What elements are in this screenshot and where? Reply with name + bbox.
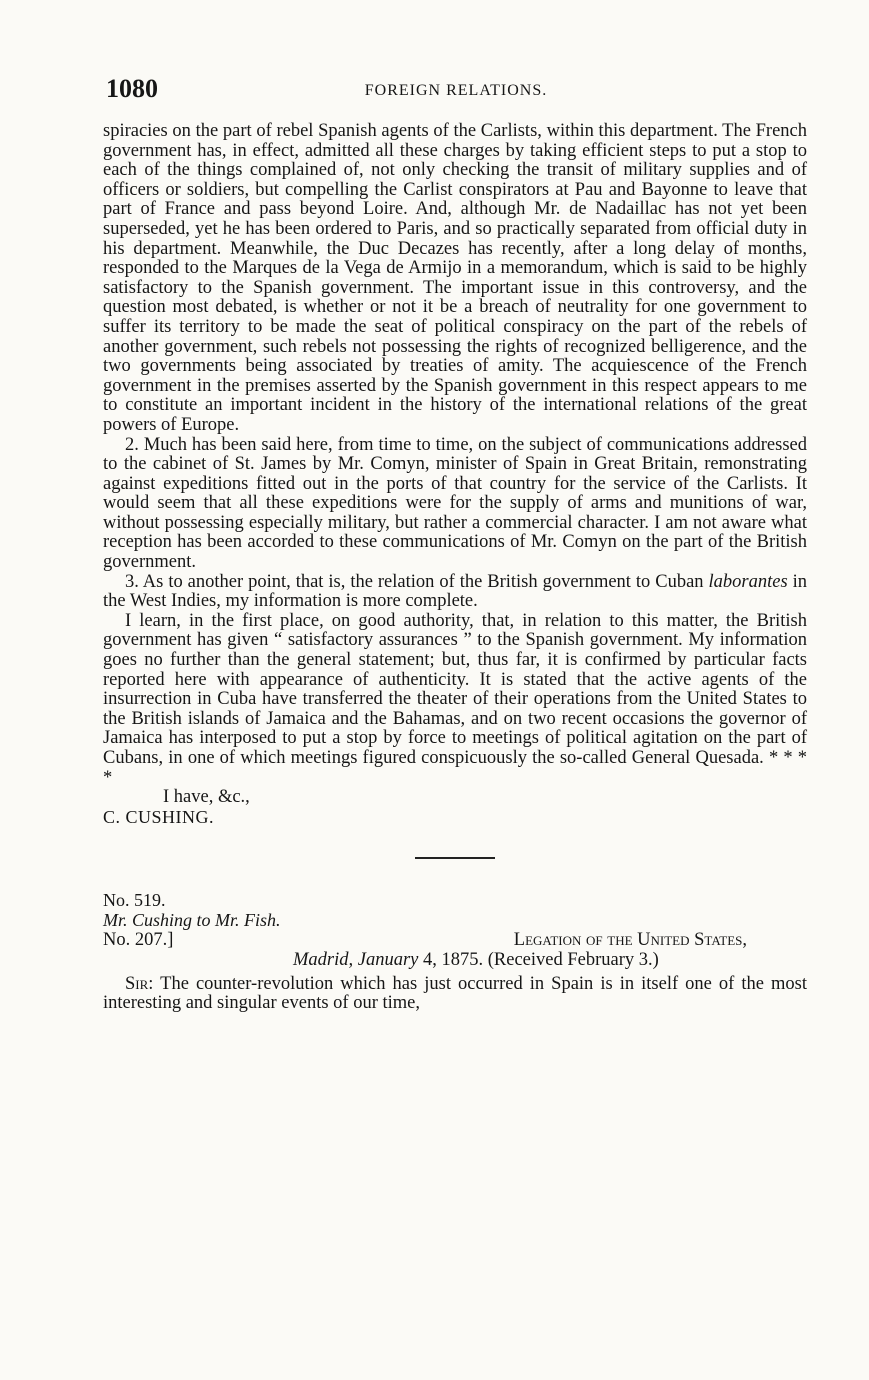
letter-opening bbox=[103, 975, 807, 1014]
paragraph-3-italic: laborantes bbox=[708, 571, 788, 592]
dispatch-number: No. 207.] bbox=[103, 929, 174, 950]
closing: I have, &c., bbox=[163, 787, 250, 808]
section-divider bbox=[415, 857, 495, 859]
body-text bbox=[103, 122, 807, 1014]
paragraph-4: I learn, in the first place, on good authority, that, in relation to this matter, the British government has given “ satisfactory assurances ” to the Spanish government. My information goes no further than the general statement; but, thus far, it is confirmed by particular facts reported here with appearance of authenticity. It is stated that the active agents of the insurrection in Cuba have transferred the theater of their operations from the United States to the British islands of Jamaica and the Bahamas, and on two recent occasions the governor of Jamaica has interposed to put a stop by force to meetings of political agitation on the part of Cubans, in one of which meetings figured conspicuously the so-called General Quesada. * * * * bbox=[103, 610, 807, 788]
signature: C. CUSHING. bbox=[103, 806, 215, 827]
paragraph-2: 2. Much has been said here, from time to time, on the subject of communications addressed to the cabinet of St. James by Mr. Comyn, minister of Spain in Great Britain, remonstrating against expeditions fitted out in the ports of that country for the service of the Carlists. It would seem that all these expeditions were for the supply of arms and munitions of war, without possessing especially military, but rather a commercial character. I am not aware what reception has been accorded to these communications of Mr. Comyn on the part of the British government. bbox=[103, 434, 807, 573]
document-number: No. 519. bbox=[103, 890, 166, 911]
paragraph-continued: spiracies on the part of rebel Spanish agents of the Carlists, within this department. The French government has, in effect, admitted all these charges by taking efficient steps to put a stop to each of the things complained of, not only checking the transit of military supplies and of officers or soldiers, but compelling the Carlist conspirators at Pau and Bayonne to leave that part of France and pass beyond Loire. And, although Mr. de Nadaillac has not yet been superseded, yet he has been ordered to Paris, and so practically separated from official duty in his department. Meanwhile, the Duc Decazes has recently, after a long delay of months, responded to the Marques de la Vega de Armijo in a memorandum, which is said to be highly satisfactory to the Spanish government. The important issue in this controversy, and the question most debated, is whether or not it be a breach of neutrality for one government to suffer its territory to be made the seat of political conspiracy on the part of the rebels of another government, such rebels not possessing the rights of recognized belligerence, and the two governments being associated by treaties of amity. The acquiescence of the French government in the premises asserted by the Spanish government in this respect appears to me to constitute an important incident in the history of the international relations of the great powers of Europe. bbox=[103, 121, 807, 435]
opening-text: The counter-revolution which has just occurred in Spain is in itself one of the most interesting and singular events of our time, bbox=[103, 973, 807, 1014]
page-number: 1080 bbox=[106, 74, 158, 103]
paragraph-3 bbox=[103, 573, 807, 612]
running-head: FOREIGN RELATIONS. bbox=[364, 82, 548, 99]
salutation: Sir: bbox=[125, 973, 154, 994]
paragraph-3-start: 3. As to another point, that is, the relation of the British government to Cuban bbox=[125, 571, 709, 592]
place: Madrid, bbox=[293, 949, 354, 970]
dateline bbox=[103, 931, 807, 973]
page-header bbox=[106, 74, 806, 108]
legation-heading: Legation of the United States, bbox=[513, 929, 747, 950]
date-rest: 4, 1875. (Received February 3.) bbox=[418, 949, 659, 970]
date-place bbox=[293, 951, 659, 971]
paragraph-3-end: in the West Indies, my information is more complete. bbox=[103, 571, 808, 612]
document-title: Mr. Cushing to Mr. Fish. bbox=[103, 909, 281, 930]
date-month: January bbox=[357, 949, 419, 970]
